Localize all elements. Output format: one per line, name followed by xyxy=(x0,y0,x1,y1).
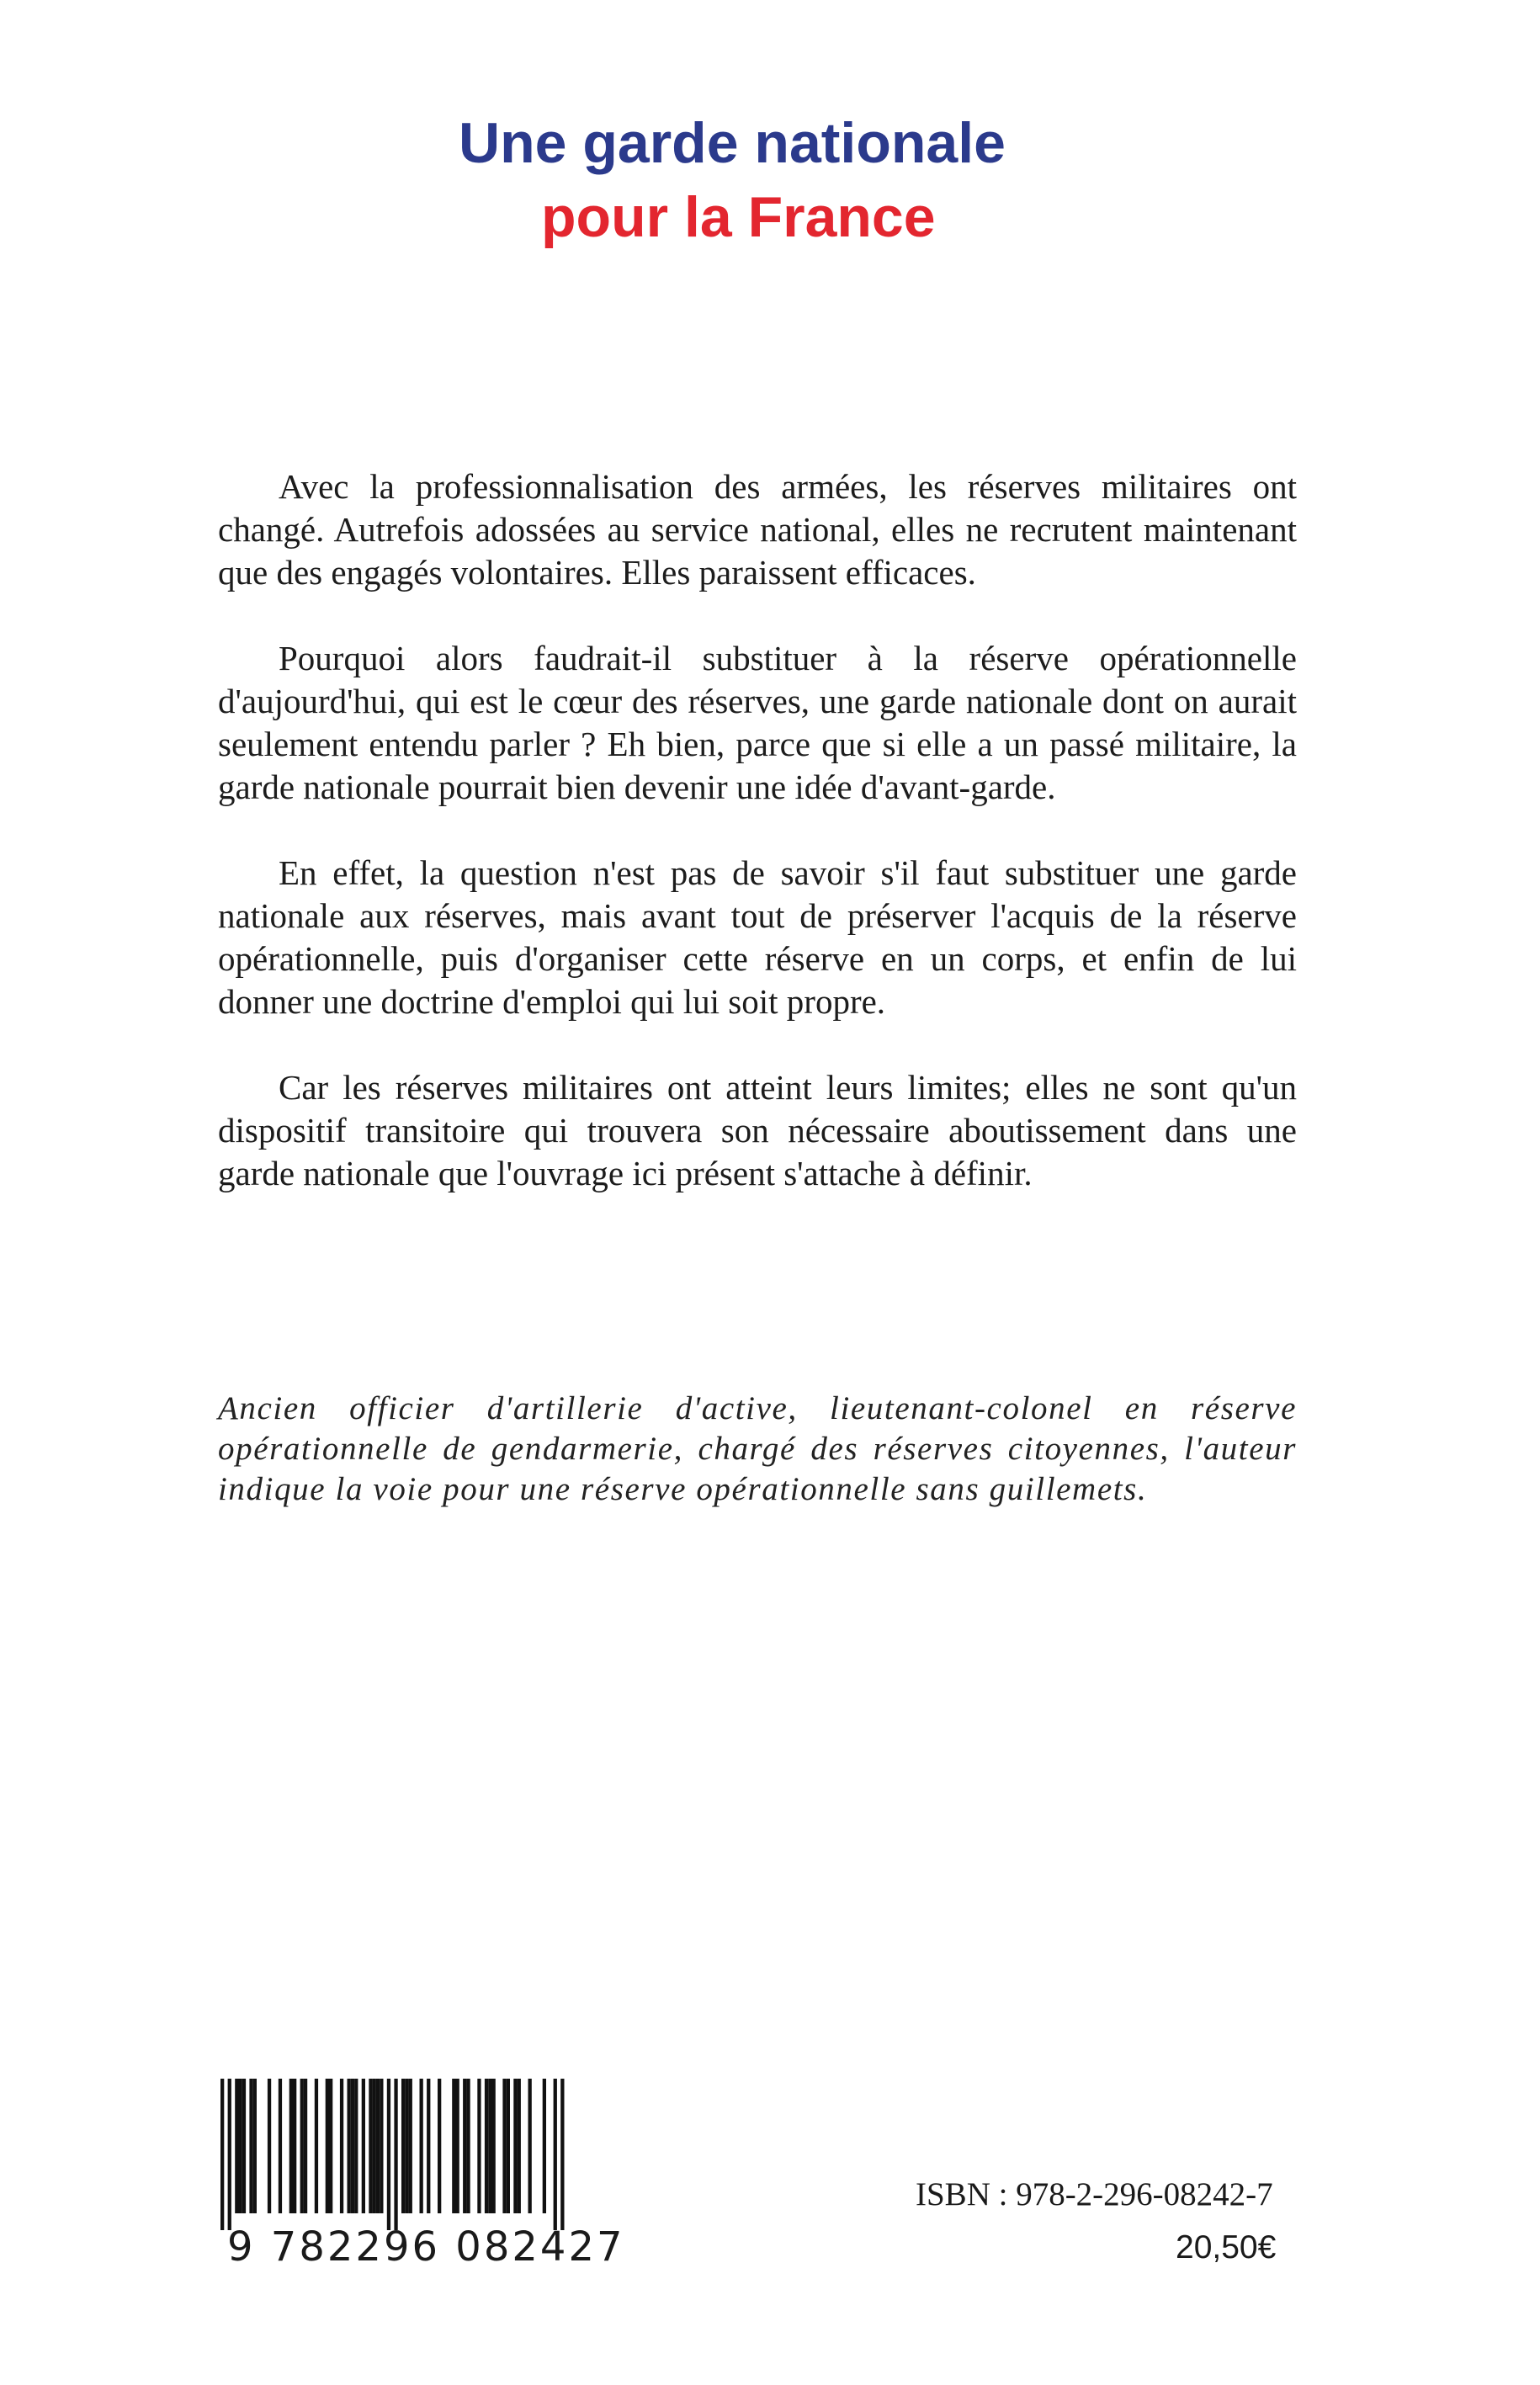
barcode-bar xyxy=(362,2079,365,2213)
barcode-bar xyxy=(466,2079,470,2213)
barcode-bar xyxy=(420,2079,423,2213)
barcode-bar xyxy=(253,2079,257,2213)
barcode-bar xyxy=(315,2079,318,2213)
barcode-bar xyxy=(354,2079,358,2213)
blurb-paragraph-1: Avec la professionnalisation des armées, les réserves militaires ont changé. Autrefois adossées au service national, elles ne recrutent maintenant que des engagés volontaires. Elles paraissent efficaces. xyxy=(218,467,1297,592)
blurb-paragraph-4: Car les réserves militaires ont atteint leurs limites; elles ne sont qu'un dispositif transitoire qui trouvera son nécessaire aboutissement dans une garde nationale que l'ouvrage ici présent s'attache à définir. xyxy=(218,1068,1297,1192)
barcode-bar xyxy=(279,2079,282,2213)
barcode-bars xyxy=(220,2079,599,2230)
barcode-bar xyxy=(463,2079,466,2213)
barcode-bar xyxy=(492,2079,496,2213)
barcode-bar xyxy=(242,2079,246,2213)
barcode-bar xyxy=(518,2079,521,2213)
barcode-bar xyxy=(502,2079,506,2213)
barcode-bar xyxy=(543,2079,546,2213)
barcode-bar xyxy=(351,2079,354,2213)
barcode-bar xyxy=(485,2079,488,2213)
barcode-bar xyxy=(488,2079,491,2213)
barcode-bar xyxy=(528,2079,532,2213)
barcode-bar xyxy=(373,2079,376,2213)
barcode-bar xyxy=(507,2079,510,2213)
barcode-bar xyxy=(235,2079,238,2213)
barcode-bar xyxy=(376,2079,380,2213)
barcode-bar xyxy=(340,2079,343,2213)
barcode-bar xyxy=(329,2079,332,2213)
barcode-bar xyxy=(456,2079,459,2213)
barcode-bar xyxy=(452,2079,455,2213)
barcode-bar xyxy=(380,2079,383,2213)
barcode-bar xyxy=(513,2079,517,2213)
blurb xyxy=(218,465,1297,1238)
barcode-guard-bar xyxy=(560,2079,564,2230)
isbn: ISBN : 978-2-296-08242-7 xyxy=(916,2176,1273,2212)
title-line-1: Une garde nationale xyxy=(459,111,1006,175)
barcode-bar xyxy=(405,2079,408,2213)
barcode-bar xyxy=(326,2079,329,2213)
barcode-digits: 9 782296 082427 xyxy=(227,2223,625,2271)
barcode-guard-bar xyxy=(220,2079,224,2230)
barcode-bar xyxy=(293,2079,296,2213)
blurb-paragraph-3: En effet, la question n'est pas de savoir s'il faut substituer une garde nationale aux réserves, mais avant tout de préserver l'acquis de la réserve opérationnelle, puis d'organiser cette réserve en un corps, et enfin de lui donner une doctrine d'emploi qui lui soit propre. xyxy=(218,853,1297,1021)
barcode-bar xyxy=(477,2079,481,2213)
title-line-2: pour la France xyxy=(541,185,936,249)
barcode-bar xyxy=(239,2079,242,2213)
barcode-bar xyxy=(289,2079,293,2213)
barcode-bar xyxy=(300,2079,304,2213)
barcode-bar xyxy=(369,2079,372,2213)
barcode-guard-bar xyxy=(554,2079,557,2230)
barcode-bar xyxy=(401,2079,405,2213)
barcode-bar xyxy=(304,2079,307,2213)
barcode-guard-bar xyxy=(394,2079,397,2230)
barcode-guard-bar xyxy=(228,2079,231,2230)
barcode-bar xyxy=(348,2079,351,2213)
barcode-bar xyxy=(268,2079,271,2213)
barcode-bar xyxy=(409,2079,412,2213)
barcode-bar xyxy=(438,2079,441,2213)
blurb-paragraph-2: Pourquoi alors faudrait-il substituer à la réserve opérationnelle d'aujourd'hui, qui est le cœur des réserves, une garde nationale dont on aurait seulement entendu parler ? Eh bien, parce que si elle a un passé militaire, la garde nationale pourrait bien devenir une idée d'avant-garde. xyxy=(218,639,1297,806)
price: 20,50€ xyxy=(1176,2229,1277,2265)
barcode-guard-bar xyxy=(387,2079,390,2230)
barcode-bar xyxy=(249,2079,252,2213)
barcode-bar xyxy=(427,2079,430,2213)
author-note: Ancien officier d'artillerie d'active, lieutenant-colonel en réserve opérationnelle de gendarmerie, chargé des réserves citoyennes, l'auteur indique la voie pour une réserve opérationnelle sans guillemets. xyxy=(218,1390,1297,1507)
